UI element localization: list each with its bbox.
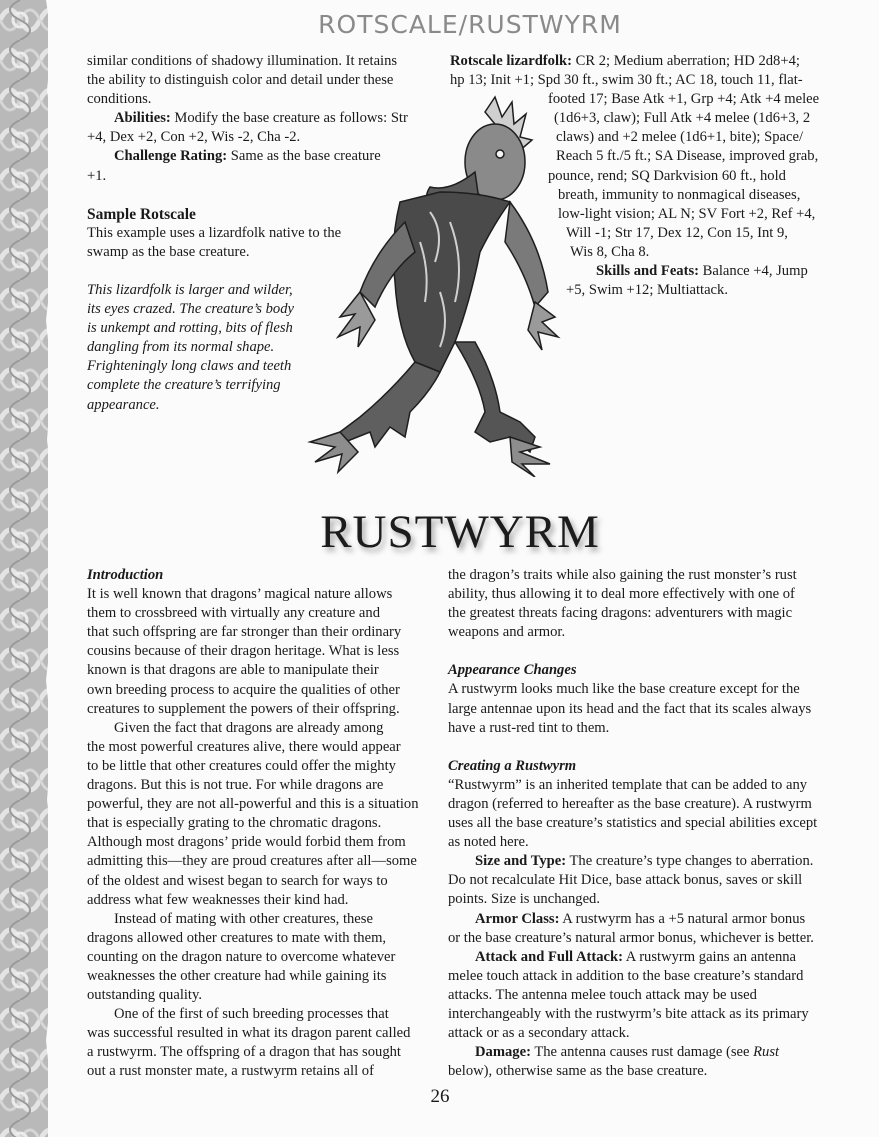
- text-line: Do not recalculate Hit Dice, base attack bonus, saves or skill: [448, 872, 803, 889]
- text-line: uses all the base creature’s statistics and special abilities except: [448, 815, 818, 832]
- text-line: weapons and armor.: [448, 624, 566, 641]
- text-line: This example uses a lizardfolk native to the: [87, 224, 342, 241]
- size-paragraph: [448, 852, 833, 871]
- stat-line: (1d6+3, claw); Full Atk +4 melee (1d6+3, 2: [554, 110, 811, 127]
- attack-paragraph: [448, 948, 833, 967]
- text-line: dragons allowed other creatures to mate with them,: [87, 929, 387, 946]
- skills-line: +5, Swim +12; Multiattack.: [566, 282, 728, 299]
- stat-line: low-light vision; AL N; SV Fort +2, Ref +4,: [558, 205, 816, 222]
- text-line: attacks. The antenna melee touch attack may be used: [448, 986, 757, 1003]
- skills-label: Skills and Feats:: [596, 263, 699, 280]
- damage-paragraph: [448, 1043, 833, 1062]
- text-line: “Rustwyrm” is an inherited template that can be added to any: [448, 776, 808, 793]
- damage-text: The antenna causes rust damage (see: [530, 1044, 754, 1061]
- ac-label: Armor Class:: [475, 910, 560, 927]
- text-line: admitting this—they are proud creatures after all—some: [87, 853, 417, 870]
- page-number: 26: [430, 1086, 450, 1107]
- section-title: RUSTWYRM: [320, 506, 600, 558]
- creating-heading: Creating a Rustwyrm: [448, 757, 577, 774]
- stat-line: [450, 52, 830, 71]
- flavor-line: is unkempt and rotting, bits of flesh: [87, 320, 293, 337]
- intro-heading: Introduction: [87, 567, 164, 583]
- stat-line: footed 17; Base Atk +1, Grp +4; Atk +4 melee: [548, 91, 820, 108]
- ac-paragraph: [448, 910, 833, 929]
- text-line: of the oldest and wisest began to search for ways to: [87, 872, 388, 889]
- flavor-line: its eyes crazed. The creature’s body: [87, 301, 294, 318]
- text-line: A rustwyrm looks much like the base creature except for the: [448, 681, 800, 698]
- text-line: the greatest threats facing dragons: adventurers with magic: [448, 605, 793, 622]
- stat-line: hp 13; Init +1; Spd 30 ft., swim 30 ft.; AC 18, touch 11, flat-: [450, 72, 803, 89]
- appearance-heading: Appearance Changes: [448, 662, 577, 679]
- flavor-line: complete the creature’s terrifying: [87, 377, 281, 394]
- text-line: them to crossbreed with virtually any creature and: [87, 605, 380, 622]
- text-line: conditions.: [87, 91, 152, 108]
- text-line: to be little that other creatures could offer the mighty: [87, 757, 396, 774]
- flavor-line: This lizardfolk is larger and wilder,: [87, 281, 293, 298]
- text-line: It is well known that dragons’ magical nature allows: [87, 586, 393, 603]
- stat-line: Will -1; Str 17, Dex 12, Con 15, Int 9,: [566, 224, 788, 241]
- size-text: The creature’s type changes to aberration.: [566, 853, 814, 870]
- text-line: powerful, they are not all-powerful and this is a situation: [87, 796, 419, 813]
- text-line: counting on the dragon nature to overcome whatever: [87, 948, 396, 965]
- text-line: dragon (referred to hereafter as the base creature). A rustwyrm: [448, 795, 812, 812]
- text-line: the dragon’s traits while also gaining the rust monster’s rust: [448, 567, 797, 583]
- text-line: was successful resulted in what its dragon parent called: [87, 1025, 411, 1042]
- running-title: ROTSCALE/RUSTWYRM: [318, 10, 622, 39]
- text-line: Given the fact that dragons are already among: [114, 719, 384, 736]
- text-line: +4, Dex +2, Con +2, Wis -2, Cha -2.: [87, 129, 301, 146]
- text-line: weaknesses the other creature had while gaining its: [87, 967, 387, 984]
- text-line: cousins because of their dragon heritage. What is less: [87, 643, 400, 660]
- left-column: [87, 566, 437, 1082]
- stat-block: [450, 52, 830, 300]
- stat-line: Wis 8, Cha 8.: [570, 243, 650, 260]
- text-line: swamp as the base creature.: [87, 243, 250, 260]
- abilities-text: Modify the base creature as follows: Str: [170, 110, 408, 127]
- text-line: that such offspring are far stronger than their ordinary: [87, 624, 402, 641]
- cr-text: Same as the base creature: [227, 148, 381, 165]
- text-line: Although most dragons’ pride would forbid them from: [87, 834, 406, 851]
- attack-text: A rustwyrm gains an antenna: [622, 948, 797, 965]
- text-line: +1.: [87, 167, 107, 184]
- text-line: own breeding process to acquire the qualities of other: [87, 681, 400, 698]
- damage-italic: Rust: [753, 1044, 780, 1061]
- text-line: or the base creature’s natural armor bonus, whichever is better.: [448, 929, 814, 946]
- size-label: Size and Type:: [475, 853, 567, 870]
- flavor-line: Frighteningly long claws and teeth: [87, 358, 292, 375]
- text-line: attack or as a secondary attack.: [448, 1025, 630, 1042]
- text-line: address what few weaknesses their kind had.: [87, 891, 349, 908]
- text-line: points. Size is unchanged.: [448, 891, 600, 908]
- text-line: interchangeably with the rustwyrm’s bite attack as its primary: [448, 1005, 809, 1022]
- right-column: [448, 566, 833, 1081]
- skills-text: Balance +4, Jump: [699, 263, 808, 280]
- stat-text: CR 2; Medium aberration; HD 2d8+4;: [572, 53, 800, 69]
- text-line: dragons. But this is not true. For while dragons are: [87, 777, 384, 794]
- text-line: One of the first of such breeding processes that: [114, 1006, 389, 1023]
- text-line: melee touch attack in addition to the base creature’s standard: [448, 967, 804, 984]
- text-line: known is that dragons are able to manipulate their: [87, 662, 379, 679]
- damage-label: Damage:: [475, 1044, 531, 1061]
- text-line: have a rust-red tint to them.: [448, 719, 610, 736]
- stat-line: Reach 5 ft./5 ft.; SA Disease, improved grab,: [556, 148, 819, 165]
- text-line: below), otherwise same as the base creature.: [448, 1063, 708, 1080]
- sample-heading: Sample Rotscale: [87, 205, 196, 223]
- text-line: similar conditions of shadowy illumination. It retains: [87, 53, 398, 69]
- text-line: as noted here.: [448, 834, 529, 851]
- stat-line: breath, immunity to nonmagical diseases,: [558, 186, 801, 203]
- attack-label: Attack and Full Attack:: [475, 948, 623, 965]
- skills-line: [596, 262, 830, 281]
- stat-label: Rotscale lizardfolk:: [450, 53, 572, 69]
- stat-line: pounce, rend; SQ Darkvision 60 ft., hold: [548, 167, 786, 184]
- text-line: that is especially grating to the chromatic dragons.: [87, 815, 382, 832]
- text-line: ability, thus allowing it to deal more effectively with one of: [448, 586, 795, 603]
- flavor-line: dangling from its normal shape.: [87, 339, 275, 356]
- text-line: creatures to supplement the powers of their offspring.: [87, 700, 400, 717]
- ac-text: A rustwyrm has a +5 natural armor bonus: [559, 910, 806, 927]
- text-line: the most powerful creatures alive, there would appear: [87, 738, 401, 755]
- text-line: Instead of mating with other creatures, these: [114, 910, 373, 927]
- text-line: the ability to distinguish color and detail under these: [87, 72, 394, 89]
- text-line: out a rust monster mate, a rustwyrm retains all of: [87, 1063, 374, 1080]
- text-line: large antennae upon its head and the fact that its scales always: [448, 700, 812, 717]
- stat-line: claws) and +2 melee (1d6+1, bite); Space/: [556, 129, 804, 146]
- text-line: outstanding quality.: [87, 987, 202, 1004]
- flavor-line: appearance.: [87, 396, 160, 413]
- abilities-label: Abilities:: [114, 110, 171, 127]
- text-line: a rustwyrm. The offspring of a dragon that has sought: [87, 1044, 401, 1061]
- cr-label: Challenge Rating:: [114, 148, 228, 165]
